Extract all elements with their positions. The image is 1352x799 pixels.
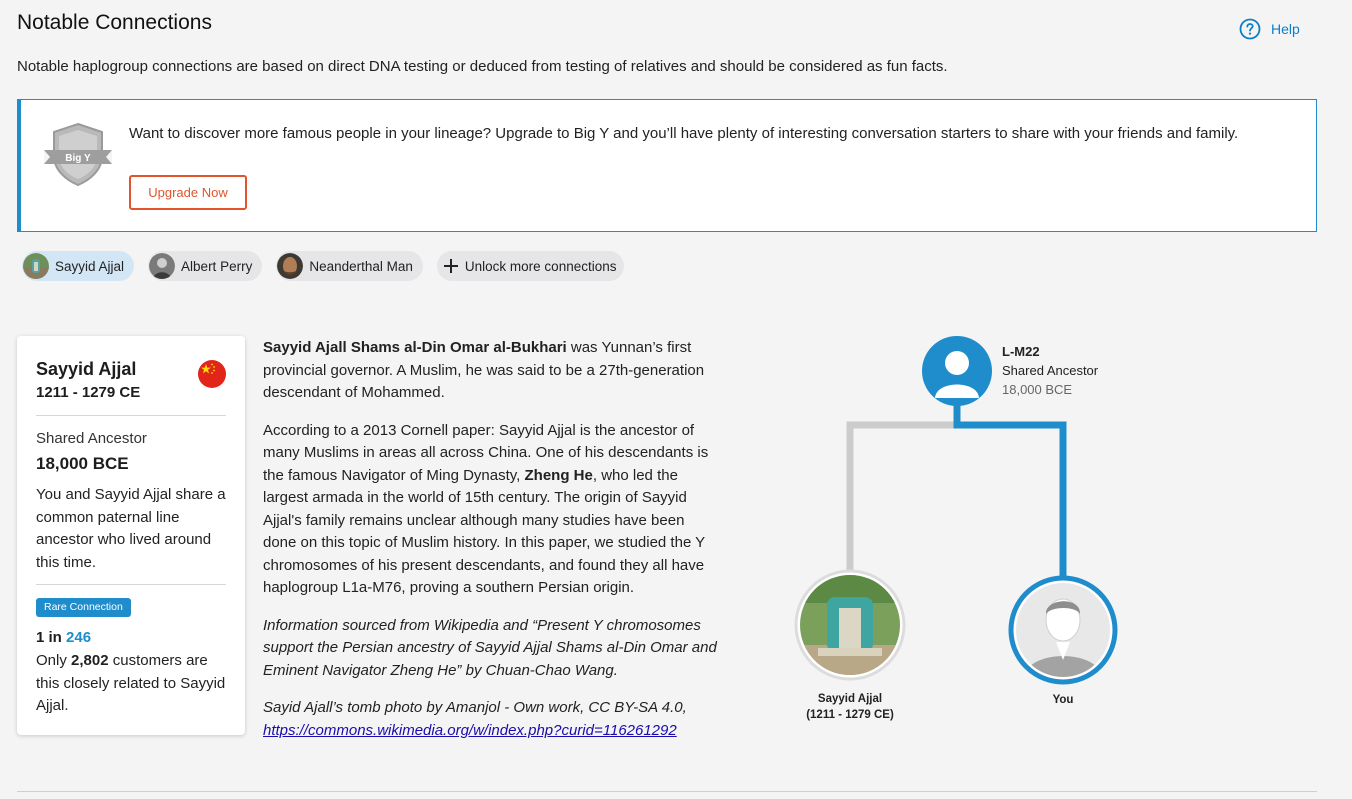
ancestor-label: Shared Ancestor — [1002, 363, 1099, 378]
chip-label[interactable]: Unlock more connections — [464, 258, 617, 274]
left-descendant-name: Sayyid Ajjal — [817, 693, 883, 705]
ancestor-node-icon — [922, 336, 992, 406]
zheng-he: Zheng He — [524, 466, 593, 484]
upgrade-promo-banner — [17, 99, 1317, 232]
upgrade-now-button[interactable]: Upgrade Now — [129, 175, 247, 210]
chip-label[interactable]: Albert Perry — [181, 258, 253, 274]
you-label: You — [1052, 694, 1074, 706]
customer-count: 2,802 — [71, 652, 109, 669]
unlock-more-connections-button[interactable] — [437, 251, 625, 281]
blue-lineage-line — [957, 405, 1063, 578]
you-avatar-icon — [1010, 578, 1120, 690]
china-flag-icon — [198, 360, 226, 388]
p2-start: According to a 2013 Cornell paper: Sayyid Ajjal is the ancestor of many Muslims in areas all across China. One of his descendants is the famous Navigator of Ming Dynasty, — [263, 421, 709, 484]
grey-lineage-line — [850, 405, 957, 578]
connection-article — [263, 337, 718, 742]
connection-summary-card — [17, 336, 245, 735]
chip-albert-perry[interactable] — [148, 251, 262, 281]
big-y-shield-badge-icon — [42, 122, 114, 188]
p1-rest: was Yunnan’s first provincial governor. A Muslim, he was said to be a 27th-generation descendant of Mohammed. — [263, 339, 705, 401]
connection-chips — [22, 251, 624, 281]
only-suffix: customers are this closely related to Sayyid Ajjal. — [36, 652, 226, 714]
chip-sayyid-ajjal[interactable] — [22, 251, 134, 281]
only-prefix: Only — [36, 652, 67, 669]
ancestry-tree — [780, 330, 1180, 740]
article-paragraph-1 — [263, 337, 718, 405]
connection-odds — [36, 629, 91, 646]
help-label[interactable]: Help — [1271, 21, 1300, 37]
odds-prefix: 1 in — [36, 629, 62, 646]
customer-count-text — [36, 650, 231, 718]
ancestor-haplogroup: L-M22 — [1002, 344, 1040, 359]
left-descendant-years: (1211 - 1279 CE) — [806, 709, 894, 721]
big-y-badge-text: Big Y — [65, 153, 91, 164]
page-subtitle: Notable haplogroup connections are based on direct DNA testing or deduced from testing of relatives and should be considered as fun facts. — [17, 58, 948, 75]
p2-rest: , who led the largest armada in the world of 15th century. The origin of Sayyid Ajjal's family remains unclear although many studies have been done on this topic of Muslim history. In this paper, we studied the Y chromosomes of his present descendants, and found they all have haplogroup L1a-M76, proving a southern Persian origin. — [263, 466, 705, 596]
shared-ancestor-label: Shared Ancestor — [36, 430, 147, 447]
shared-ancestor-description: You and Sayyid Ajjal share a common paternal line ancestor who lived around this time. — [36, 486, 226, 571]
photo-credit-text: Sayid Ajall’s tomb photo by Amanjol - Own work, CC BY-SA 4.0, — [263, 699, 687, 716]
tree-lines — [780, 330, 1180, 740]
sayyid-ajjal-tomb-photo — [796, 571, 904, 679]
odds-value: 246 — [66, 629, 92, 646]
bottom-divider — [17, 791, 1317, 792]
shared-ancestor-value: 18,000 BCE — [36, 454, 129, 473]
divider — [36, 415, 226, 416]
photo-credit-link[interactable]: https://commons.wikimedia.org/w/index.php?curid=116261292 — [263, 721, 677, 739]
article-source: Information sourced from Wikipedia and “Present Y chromosomes support the Persian ancestry of Sayyid Ajjal Shams al-Din Omar and Eminent Navigator Zheng He” by Chuan-Chao Wang. — [263, 616, 717, 679]
divider — [36, 584, 226, 585]
neanderthal-man-avatar — [277, 253, 303, 279]
promo-text: Want to discover more famous people in your lineage? Upgrade to Big Y and you’ll have plenty of interesting conversation starters to share with your friends and family. — [129, 125, 1239, 142]
plus-icon — [443, 258, 459, 274]
connection-years: 1211 - 1279 CE — [36, 384, 141, 401]
albert-perry-avatar — [149, 253, 175, 279]
full-name: Sayyid Ajall Shams al-Din Omar al-Bukhari — [263, 339, 567, 356]
help-circle-icon — [1239, 18, 1261, 40]
help-link[interactable] — [1239, 18, 1300, 40]
page-title: Notable Connections — [17, 11, 212, 34]
chip-label[interactable]: Sayyid Ajjal — [55, 258, 125, 274]
rare-connection-badge: Rare Connection — [36, 598, 131, 617]
connection-name: Sayyid Ajjal — [36, 359, 137, 379]
article-paragraph-2 — [263, 420, 718, 600]
sayyid-ajjal-avatar — [23, 253, 49, 279]
ancestor-date: 18,000 BCE — [1002, 382, 1073, 397]
photo-credit — [263, 697, 718, 742]
chip-neanderthal-man[interactable] — [276, 251, 423, 281]
chip-label[interactable]: Neanderthal Man — [309, 258, 413, 274]
